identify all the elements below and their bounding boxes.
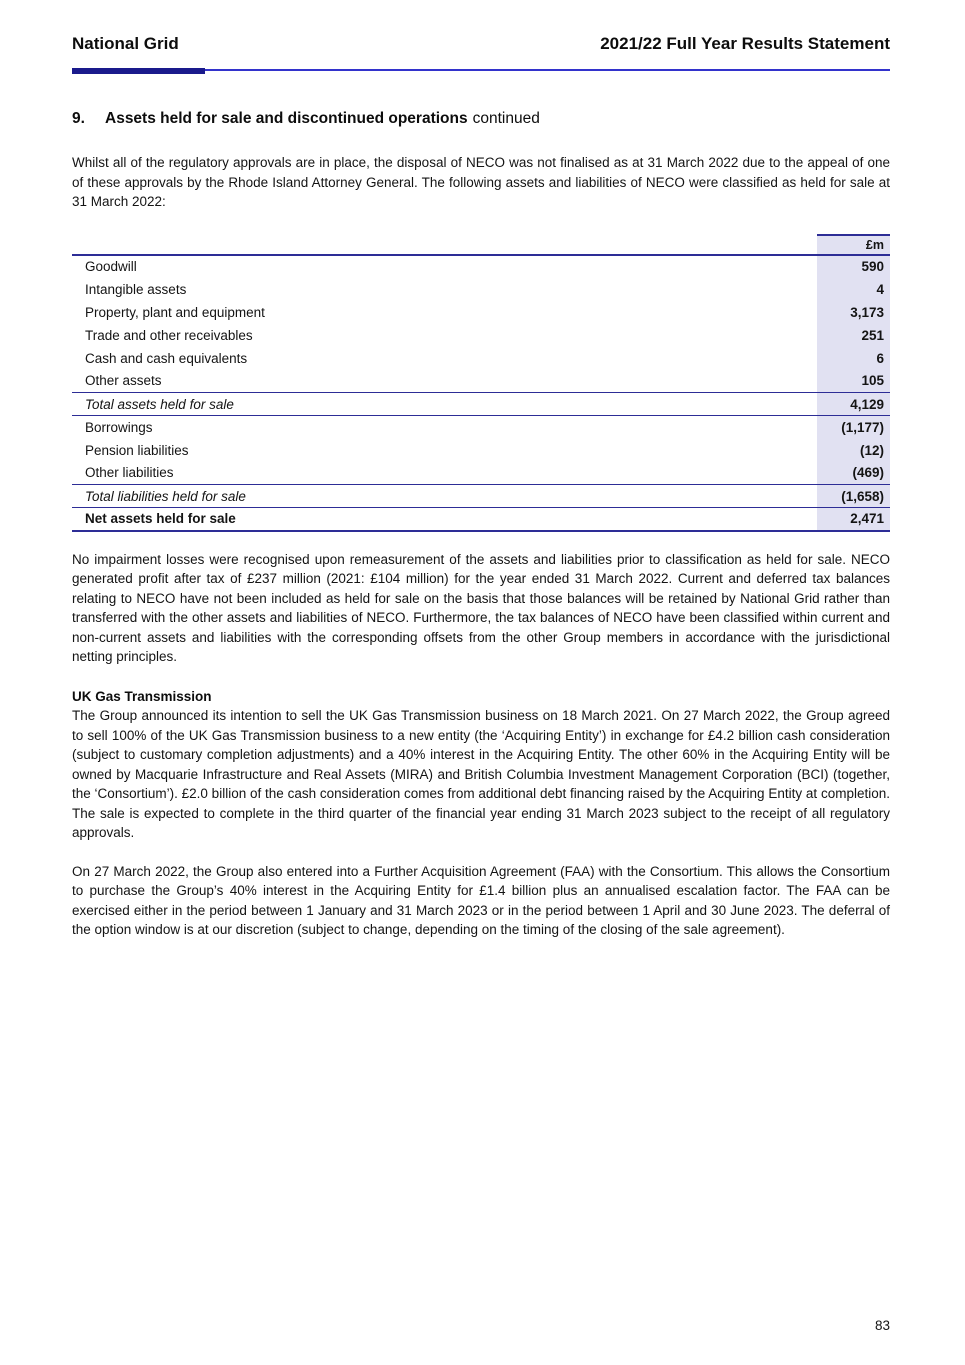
table-row <box>72 370 890 393</box>
row-value: 251 <box>817 324 890 347</box>
row-value: 6 <box>817 347 890 370</box>
paragraph-after-table: No impairment losses were recognised upon remeasurement of the assets and liabilities prior to classification as held for sale. NECO generated profit after tax of £237 million (2021: £104 million) for the year ended 31 March 2022. Current and deferred tax balances relating to NECO have not been included as held for sale on the basis that those balances will be retained by National Grid rather than transferred with the other assets and liabilities of NECO. Furthermore, the tax balances of NECO have been classified within current and non-current assets and liabilities with the corresponding offsets from the other Group members in accordance with the jurisdictional netting principles. <box>72 551 890 664</box>
paragraph-faa: On 27 March 2022, the Group also entered into a Further Acquisition Agreement (FAA) with the Consortium. This allows the Consortium to purchase the Group’s 40% interest in the Acquiring Entity for £1.4 billion plus an annualised escalation factor. The FAA can be exercised either in the period between 1 January and 31 March 2023 or in the period between 1 April and 30 June 2023. The deferral of the option window is at our discretion (subject to change, depending on the timing of the closing of the sale agreement). <box>72 863 890 937</box>
row-label: Goodwill <box>85 259 137 274</box>
uk-gas-transmission-heading: UK Gas Transmission <box>72 688 212 704</box>
row-label: Total assets held for sale <box>72 393 817 416</box>
row-value: 2,471 <box>817 508 890 531</box>
page-number: 83 <box>874 1318 890 1333</box>
row-label: Pension liabilities <box>85 442 189 458</box>
table-unit-row <box>72 235 890 255</box>
table-unit-row-spacer <box>72 235 817 255</box>
row-value: 4 <box>817 278 890 301</box>
row-label: Trade and other receivables <box>85 327 253 343</box>
company-name: National Grid <box>72 34 179 53</box>
row-value: 590 <box>817 255 890 278</box>
table-row-total-liabilities <box>72 485 890 508</box>
row-value: 3,173 <box>817 301 890 324</box>
row-label: Net assets held for sale <box>72 508 817 531</box>
table-row-total-assets <box>72 393 890 416</box>
table-row <box>72 278 890 301</box>
paragraph-uk-gas: The Group announced its intention to sell the UK Gas Transmission business on 18 March 2021. On 27 March 2022, the Group agreed to sell 100% of the UK Gas Transmission business to a new entity (the ‘Acquiring Entity’) in exchange for £4.2 billion cash consideration (subject to customary completion adjustments) and a 40% interest in the Acquiring Entity. The other 60% in the Acquiring Entity will be owned by Macquarie Infrastructure and Real Assets (MIRA) and British Columbia Investment Management Corporation (BCI) (together, the ‘Consortium’). £2.0 billion of the cash consideration comes from additional debt financing raised by the Acquiring Entity at completion. The sale is expected to complete in the third quarter of the financial year ending 31 March 2023 subject to the receipt of all regulatory approvals. <box>72 708 890 840</box>
row-label: Intangible assets <box>85 281 187 297</box>
section-heading <box>72 109 890 129</box>
page-content <box>72 109 890 940</box>
row-label: Cash and cash equivalents <box>85 350 248 366</box>
table-row <box>72 255 890 278</box>
table-row <box>72 324 890 347</box>
page-header <box>72 34 890 54</box>
header-rule-thick-segment <box>72 68 205 74</box>
header-rule <box>72 68 890 74</box>
row-label: Borrowings <box>85 419 153 435</box>
section-title: Assets held for sale and discontinued operations <box>105 110 468 127</box>
row-value: (469) <box>817 462 890 485</box>
row-value: 4,129 <box>817 393 890 416</box>
header-rule-thin-segment <box>205 69 890 71</box>
held-for-sale-table <box>72 234 890 532</box>
paragraph-intro: Whilst all of the regulatory approvals are in place, the disposal of NECO was not finalised as at 31 March 2022 due to the appeal of one of these approvals by the Rhode Island Attorney General. The following assets and liabilities of NECO were classified as held for sale at 31 March 2022: <box>72 155 890 209</box>
row-value: 105 <box>817 370 890 393</box>
document-title: 2021/22 Full Year Results Statement <box>600 34 890 53</box>
row-value: (1,658) <box>817 485 890 508</box>
row-label: Total liabilities held for sale <box>72 485 817 508</box>
row-value: (12) <box>817 439 890 462</box>
table-row-net-assets <box>72 508 890 531</box>
table-row <box>72 462 890 485</box>
table-row <box>72 439 890 462</box>
table-row <box>72 301 890 324</box>
row-label: Other liabilities <box>85 465 174 481</box>
table-unit-header: £m <box>817 235 890 255</box>
section-number: 9. <box>72 110 85 127</box>
table-row <box>72 416 890 439</box>
table-row <box>72 347 890 370</box>
row-label: Other assets <box>85 373 162 389</box>
section-continued-label: continued <box>472 110 540 127</box>
row-label: Property, plant and equipment <box>85 304 265 320</box>
row-value: (1,177) <box>817 416 890 439</box>
